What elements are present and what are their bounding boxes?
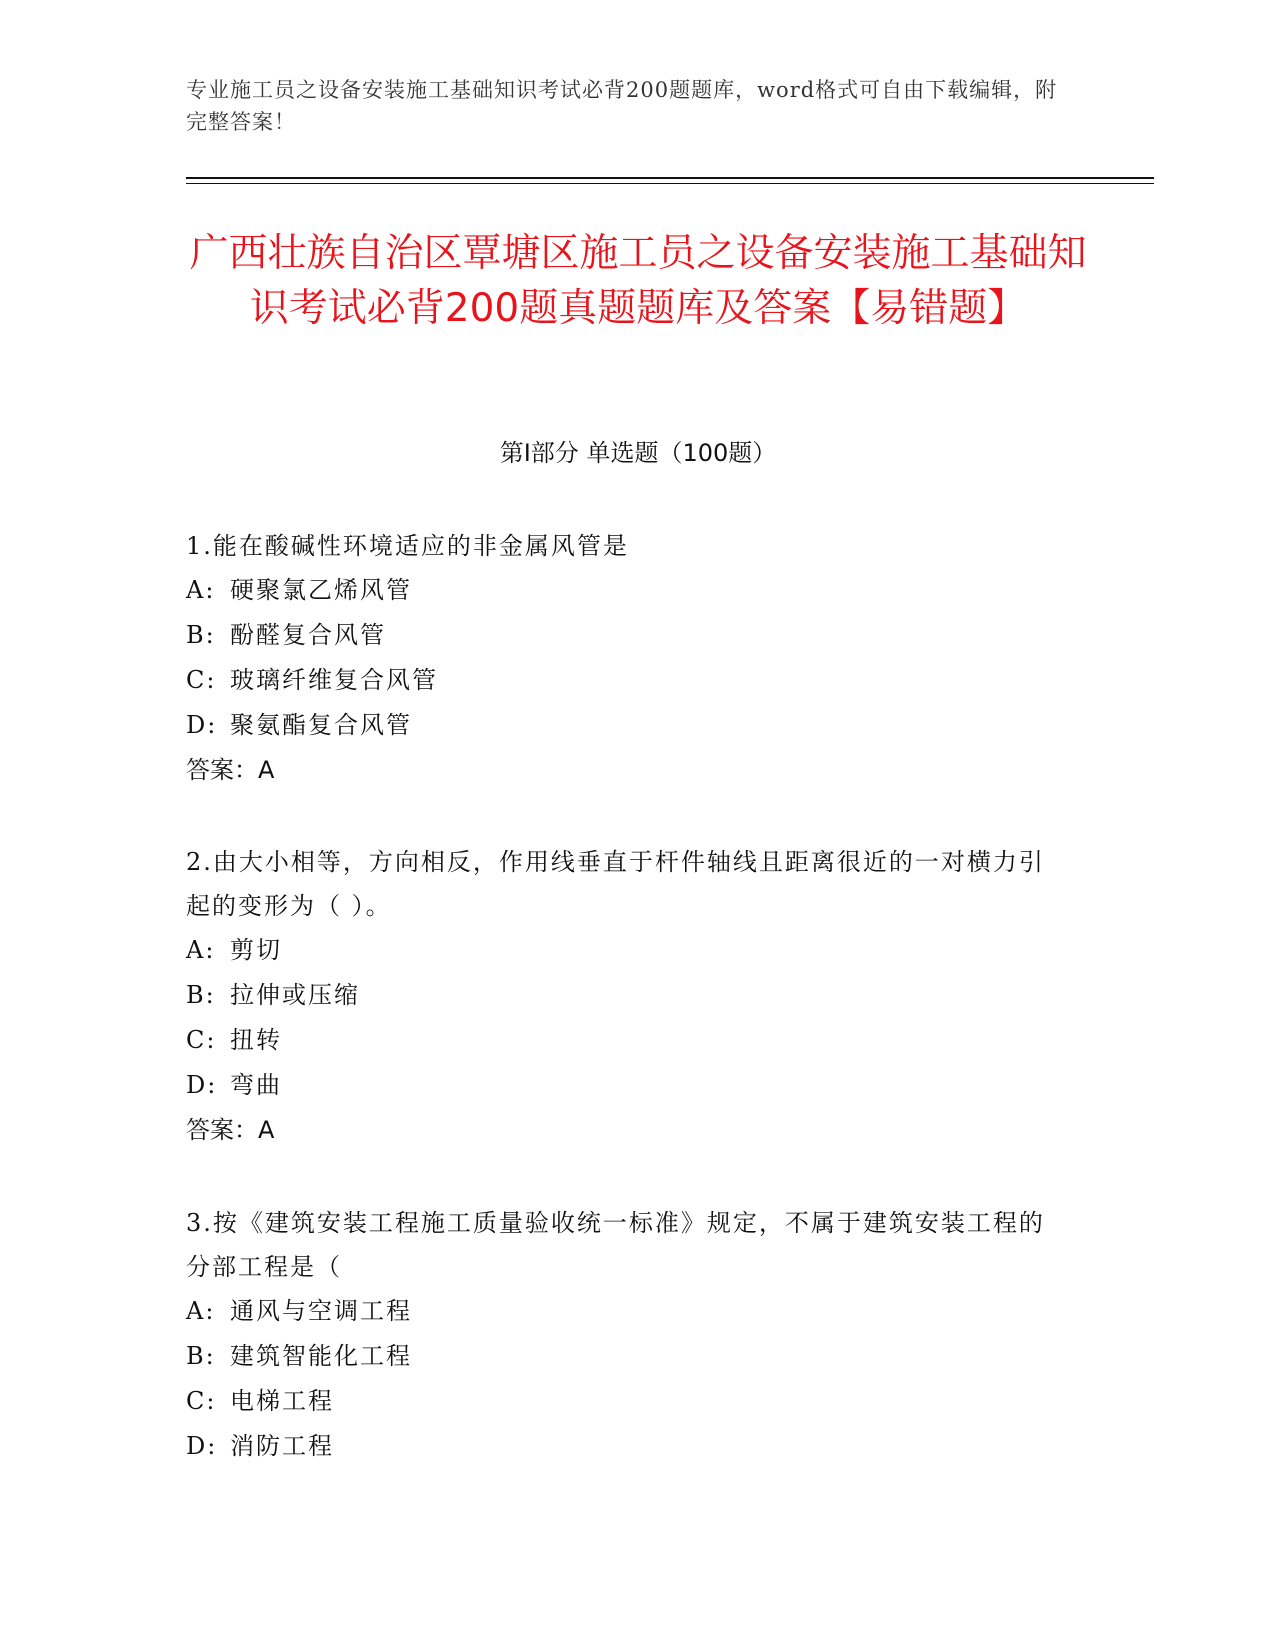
option-text: 酚醛复合风管 xyxy=(230,621,386,649)
section-heading: 第I部分 单选题（100题） xyxy=(499,439,777,467)
option-c xyxy=(186,1379,1066,1424)
option-letter: D: xyxy=(186,1432,218,1460)
option-letter: B: xyxy=(186,1342,216,1370)
question-stem: 2.由大小相等，方向相反，作用线垂直于杆件轴线且距离很近的一对横力引起的变形为（ ）。 xyxy=(186,848,1045,920)
option-a xyxy=(186,568,1066,613)
option-text: 硬聚氯乙烯风管 xyxy=(230,576,412,604)
option-a xyxy=(186,928,1066,973)
document-title: 广西壮族自治区覃塘区施工员之设备安装施工基础知识考试必背200题真题题库及答案【易错题】 xyxy=(189,231,1087,331)
question-stem: 3.按《建筑安装工程施工质量验收统一标准》规定，不属于建筑安装工程的分部工程是（ xyxy=(186,1209,1045,1281)
option-b xyxy=(186,1334,1066,1379)
option-text: 建筑智能化工程 xyxy=(230,1342,412,1370)
option-letter: A: xyxy=(186,936,216,964)
option-letter: C: xyxy=(186,666,217,694)
option-text: 拉伸或压缩 xyxy=(230,981,360,1009)
option-b xyxy=(186,973,1066,1018)
header-rule-thick xyxy=(186,177,1154,179)
option-text: 消防工程 xyxy=(230,1432,334,1460)
option-c xyxy=(186,658,1066,703)
option-text: 电梯工程 xyxy=(230,1387,334,1415)
question-stem: 1.能在酸碱性环境适应的非金属风管是 xyxy=(186,532,629,560)
answer: 答案：A xyxy=(186,756,275,784)
header-rule-thin xyxy=(186,183,1154,184)
option-letter: A: xyxy=(186,1297,216,1325)
header-note: 专业施工员之设备安装施工基础知识考试必背200题题库，word格式可自由下载编辑，附完整答案！ xyxy=(186,78,1058,134)
option-d xyxy=(186,1424,1066,1469)
option-d xyxy=(186,1063,1066,1108)
question-2 xyxy=(186,840,1066,1153)
option-a xyxy=(186,1289,1066,1334)
option-text: 扭转 xyxy=(230,1026,282,1054)
option-text: 弯曲 xyxy=(230,1071,282,1099)
question-1 xyxy=(186,524,1066,793)
question-3 xyxy=(186,1201,1066,1469)
option-b xyxy=(186,613,1066,658)
option-text: 聚氨酯复合风管 xyxy=(230,711,412,739)
option-letter: D: xyxy=(186,711,218,739)
option-text: 通风与空调工程 xyxy=(230,1297,412,1325)
option-letter: C: xyxy=(186,1026,217,1054)
option-text: 玻璃纤维复合风管 xyxy=(230,666,438,694)
option-letter: D: xyxy=(186,1071,218,1099)
option-letter: B: xyxy=(186,621,216,649)
answer: 答案：A xyxy=(186,1116,275,1144)
option-letter: A: xyxy=(186,576,216,604)
option-letter: B: xyxy=(186,981,216,1009)
option-text: 剪切 xyxy=(230,936,282,964)
option-letter: C: xyxy=(186,1387,217,1415)
option-d xyxy=(186,703,1066,748)
option-c xyxy=(186,1018,1066,1063)
